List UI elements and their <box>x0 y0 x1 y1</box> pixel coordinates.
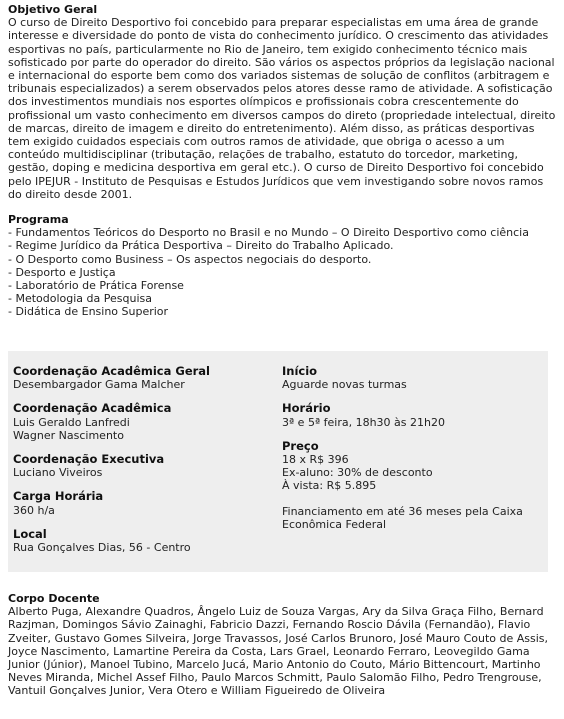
price-alumni-discount: Ex-aluno: 30% de desconto <box>282 466 433 480</box>
faculty-section <box>8 592 556 698</box>
program-item: - Regime Jurídico da Prática Desportiva – Direito do Trabalho Aplicado. <box>8 239 394 253</box>
program-item: - Fundamentos Teóricos do Desporto no Brasil e no Mundo – O Direito Desportivo como ciência <box>8 226 529 240</box>
executive-coordination <box>13 453 275 479</box>
workload-value: 360 h/a <box>13 503 55 517</box>
program-list <box>8 226 556 318</box>
price-label: Preço <box>282 438 319 453</box>
program-section <box>8 213 556 319</box>
objective-text: O curso de Direito Desportivo foi concebido para preparar especialistas em uma área de grande interesse e diversidade do ponto de vista do conhecimento jurídico. O crescimento das atividades esportivas no país, particularmente no Rio de Janeiro, tem exigido conhecimento técnico mais sofisticado por parte do operador do direito. São vários os aspectos próprios da legislação nacional e internacional do esporte bem como dos variados sistemas de solução de conflitos (arbitragem e tribunais especializados) a serem observados pelos atores desse ramo de atividade. A sofisticação dos investimentos mundiais nos esportes olímpicos e profissionais cobra crescentemente do profissional um vasto conhecimento em diversos campos do direto (propriedade intelectual, direito de marcas, direito de imagem e direito do entretenimento). Além disso, as práticas desportivas tem exigido cuidados especiais com outros ramos de atividade, que obriga o acesso a um conteúdo multidisciplinar (tributação, relações de trabalho, estatuto do torcedor, marketing, gestão, doping e medicina desportiva em geral etc.). O curso de Direito Desportivo foi concebido pelo IPEJUR - Instituto de Pesquisas e Estudos Jurídicos que vem investigando sobre novos ramos do direito desde 2001. <box>8 16 556 201</box>
course-page <box>8 3 556 698</box>
price <box>282 440 544 493</box>
price-installments: 18 x R$ 396 <box>282 453 349 467</box>
course-info-box <box>8 351 548 572</box>
financing-note <box>282 505 544 531</box>
academic-coordination <box>13 402 275 442</box>
general-coordination-value: Desembargador Gama Malcher <box>13 378 185 392</box>
location-label: Local <box>13 526 47 541</box>
program-item: - Laboratório de Prática Forense <box>8 279 184 293</box>
info-column-right <box>282 365 544 531</box>
start-label: Início <box>282 364 318 378</box>
workload-label: Carga Horária <box>13 489 104 504</box>
program-item: - Metodologia da Pesquisa <box>8 292 152 306</box>
objective-section <box>8 3 556 201</box>
start-value: Aguarde novas turmas <box>282 378 407 392</box>
schedule-label: Horário <box>282 401 331 416</box>
academic-coordination-label: Coordenação Acadêmica <box>13 401 172 416</box>
objective-title: Objetivo Geral <box>8 3 98 16</box>
executive-coordination-label: Coordenação Executiva <box>13 452 165 467</box>
price-cash: À vista: R$ 5.895 <box>282 479 377 493</box>
location <box>13 528 275 554</box>
faculty-title: Corpo Docente <box>8 592 100 605</box>
program-item: - Desporto e Justiça <box>8 265 116 279</box>
faculty-list: Alberto Puga, Alexandre Quadros, Ângelo Luiz de Souza Vargas, Ary da Silva Graça Filho, Bernard Razjman, Domingos Sávio Zainaghi, Fabricio Dazzi, Fernando Roscio Dávila (Fernandão), Flavio Zveiter, Gustavo Gomes Silveira, Jorge Travassos, José Carlos Brunoro, José Mauro Couto de Assis, Joyce Nascimento, Lamartine Pereira da Costa, Lars Grael, Leonardo Ferraro, Leovegildo Gama Junior (Júnior), Manoel Tubino, Marcelo Jucá, Mario Antonio do Couto, Mário Bittencourt, Martinho Neves Miranda, Michel Assef Filho, Paulo Marcos Schmitt, Paulo Salomão Filho, Pedro Trengrouse, Vantuil Gonçalves Junior, Vera Otero e William Figueiredo de Oliveira <box>8 605 549 698</box>
schedule-value: 3ª e 5ª feira, 18h30 às 21h20 <box>282 415 445 429</box>
executive-coordination-value: Luciano Viveiros <box>13 466 103 480</box>
academic-coordinator: Luis Geraldo Lanfredi <box>13 415 130 429</box>
info-column-left <box>13 365 275 565</box>
program-title: Programa <box>8 213 69 227</box>
general-coordination <box>13 365 275 391</box>
general-coordination-label: Coordenação Acadêmica Geral <box>13 364 210 378</box>
financing-line: Econômica Federal <box>282 517 387 531</box>
start <box>282 365 544 391</box>
program-item: - Didática de Ensino Superior <box>8 305 169 319</box>
academic-coordinator: Wagner Nascimento <box>13 428 124 442</box>
location-value: Rua Gonçalves Dias, 56 - Centro <box>13 541 191 555</box>
financing-line: Financiamento em até 36 meses pela Caixa <box>282 504 523 518</box>
workload <box>13 490 275 516</box>
program-item: - O Desporto como Business – Os aspectos negociais do desporto. <box>8 252 372 266</box>
schedule <box>282 402 544 428</box>
